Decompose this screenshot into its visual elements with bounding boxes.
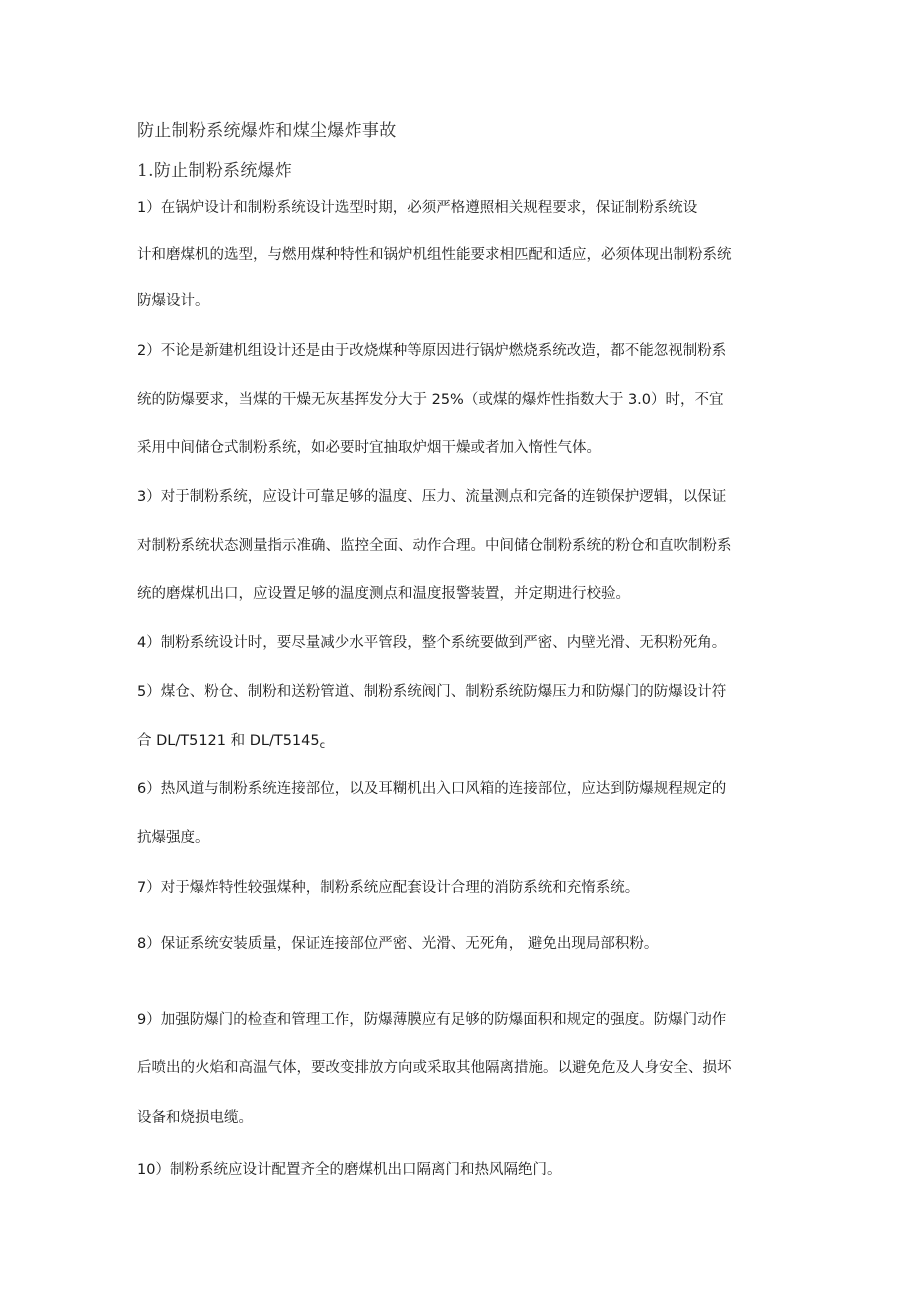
- paragraph-8-line-1: 8）保证系统安装质量，保证连接部位严密、光滑、无死角， 避免出现局部积粉。: [137, 936, 659, 952]
- paragraph-6-line-1: 6）热风道与制粉系统连接部位，以及耳糊机出入口风箱的连接部位，应达到防爆规程规定的: [137, 781, 727, 797]
- paragraph-1-line-1: 1）在锅炉设计和制粉系统设计选型时期，必须严格遵照相关规程要求，保证制粉系统设: [137, 200, 698, 216]
- paragraph-3-line-1: 3）对于制粉系统，应设计可靠足够的温度、压力、流量测点和完备的连锁保护逻辑，以保证: [137, 489, 727, 505]
- paragraph-10-line-1: 10）制粉系统应设计配置齐全的磨煤机出口隔离门和热风隔绝门。: [137, 1162, 562, 1178]
- document-title: 防止制粉系统爆炸和煤尘爆炸事故: [137, 121, 397, 141]
- paragraph-2-line-3: 采用中间储仓式制粉系统，如必要时宜抽取炉烟干燥或者加入惰性气体。: [137, 440, 601, 456]
- paragraph-3-line-2: 对制粉系统状态测量指示准确、监控全面、动作合理。中间储仓制粉系统的粉仓和直吹制粉系: [137, 538, 732, 554]
- paragraph-2-line-2: 统的防爆要求，当煤的干燥无灰基挥发分大于 25%（或煤的爆炸性指数大于 3.0）时，不宜: [137, 392, 724, 408]
- paragraph-9-line-2: 后喷出的火焰和高温气体，要改变排放方向或采取其他隔离措施。以避免危及人身安全、损坏: [137, 1060, 732, 1076]
- paragraph-4-line-1: 4）制粉系统设计时，要尽量减少水平管段，整个系统要做到严密、内壁光滑、无积粉死角。: [137, 635, 727, 651]
- section-heading: 1.防止制粉系统爆炸: [137, 161, 293, 181]
- paragraph-3-line-3: 统的磨煤机出口，应设置足够的温度测点和温度报警装置，并定期进行校验。: [137, 586, 630, 602]
- paragraph-9-line-1: 9）加强防爆门的检查和管理工作，防爆薄膜应有足够的防爆面积和规定的强度。防爆门动作: [137, 1012, 727, 1028]
- paragraph-5-line-2: [137, 731, 325, 756]
- paragraph-5-line-1: 5）煤仓、粉仓、制粉和送粉管道、制粉系统阀门、制粉系统防爆压力和防爆门的防爆设计符: [137, 684, 727, 700]
- paragraph-1-line-2: 计和磨煤机的选型，与燃用煤种特性和锅炉机组性能要求相匹配和适应，必须体现出制粉系统: [137, 247, 732, 263]
- paragraph-9-line-3: 设备和烧损电缆。: [137, 1110, 253, 1126]
- paragraph-5-line-2-text: 合 DL/T5121 和 DL/T5145: [137, 733, 320, 749]
- paragraph-2-line-1: 2）不论是新建机组设计还是由于改烧煤种等原因进行锅炉燃烧系统改造，都不能忽视制粉系: [137, 343, 727, 359]
- paragraph-6-line-2: 抗爆强度。: [137, 830, 210, 846]
- paragraph-1-line-3: 防爆设计。: [137, 293, 210, 309]
- paragraph-7-line-1: 7）对于爆炸特性较强煤种，制粉系统应配套设计合理的消防系统和充惰系统。: [137, 880, 640, 896]
- paragraph-5-line-2-suffix: c: [319, 740, 326, 751]
